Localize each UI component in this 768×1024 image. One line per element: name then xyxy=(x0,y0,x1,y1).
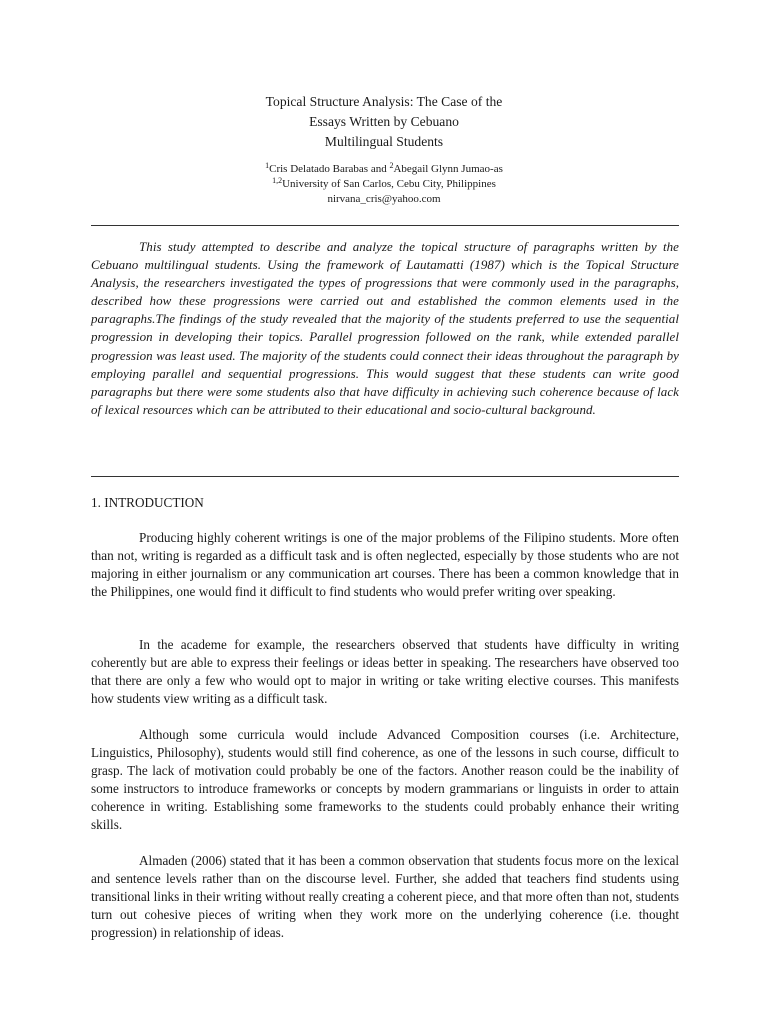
author-affiliation xyxy=(0,177,768,192)
author-names xyxy=(0,162,768,177)
body-paragraph-4: Almaden (2006) stated that it has been a common observation that students focus more on the lexical and sentence levels rather than on the discourse level. Further, she added that teachers find students using transitional links in their writing without really creating a coherent piece, and that more often than not, students turn out cohesive pieces of writing when they work more on the underlying coherence (i.e. thought progression) in relationship of ideas. xyxy=(91,853,679,940)
body-paragraph-3: Although some curricula would include Advanced Composition courses (i.e. Architecture, Linguistics, Philosophy), students would still find coherence, as one of the lessons in such course, difficult to grasp. The lack of motivation could probably be one of the factors. Another reason could be the inability of some instructors to introduce frameworks or concepts by modern grammarians or linguists in order to attain coherence in writing. Establishing some frameworks to the students could probably enhance their writing skills. xyxy=(91,727,679,832)
title-line-1: Topical Structure Analysis: The Case of the xyxy=(265,94,503,109)
author1-marker: 1 xyxy=(265,161,270,170)
divider-top xyxy=(91,225,679,226)
title-line-3: Multilingual Students xyxy=(324,134,444,149)
author-1: Cris Delatado Barabas and xyxy=(269,163,390,175)
paper-title xyxy=(0,92,768,152)
author-info xyxy=(0,162,768,207)
body-paragraph-1: Producing highly coherent writings is one of the major problems of the Filipino students. More often than not, writing is regarded as a difficult task and is often neglected, especially by those students who are not majoring in either journalism or any communication art courses. There has been a common knowledge that in the Philippines, one would find it difficult to find students who would prefer writing over speaking. xyxy=(91,530,679,599)
divider-bottom xyxy=(91,476,679,477)
title-line-2: Essays Written by Cebuano xyxy=(309,114,459,129)
abstract: This study attempted to describe and analyze the topical structure of paragraphs written by the Cebuano multilingual students. Using the framework of Lautamatti (1987) which is the Topical Structure Analysis, the researchers investigated the types of progressions that were commonly used in the paragraphs, described how these progressions were carried out and established the common elements used in the paragraphs.The findings of the study revealed that the majority of the students preferred to use the sequential progression in developing their topics. Parallel progression followed on the rank, while extended parallel progression was least used. The majority of the students could connect their ideas throughout the paragraph by employing parallel and sequential progressions. This would suggest that these students can write good paragraphs but there were some students also that have difficulty in achieving such coherence because of lack of lexical resources which can be attributed to their educational and socio-cultural background. xyxy=(91,239,679,417)
affiliation-marker: 1,2 xyxy=(272,176,283,185)
author-email: nirvana_cris@yahoo.com xyxy=(327,193,441,205)
author2-marker: 2 xyxy=(389,161,394,170)
section-heading-introduction: 1. INTRODUCTION xyxy=(91,495,204,510)
body-paragraph-2: In the academe for example, the researchers observed that students have difficulty in writing coherently but are able to express their feelings or ideas better in speaking. The researchers have observed too that there are only a few who would opt to major in writing or take writing elective courses. This manifests how students view writing as a difficult task. xyxy=(91,637,679,706)
author-2: Abegail Glynn Jumao-as xyxy=(393,163,503,175)
affiliation-text: University of San Carlos, Cebu City, Philippines xyxy=(282,178,496,190)
